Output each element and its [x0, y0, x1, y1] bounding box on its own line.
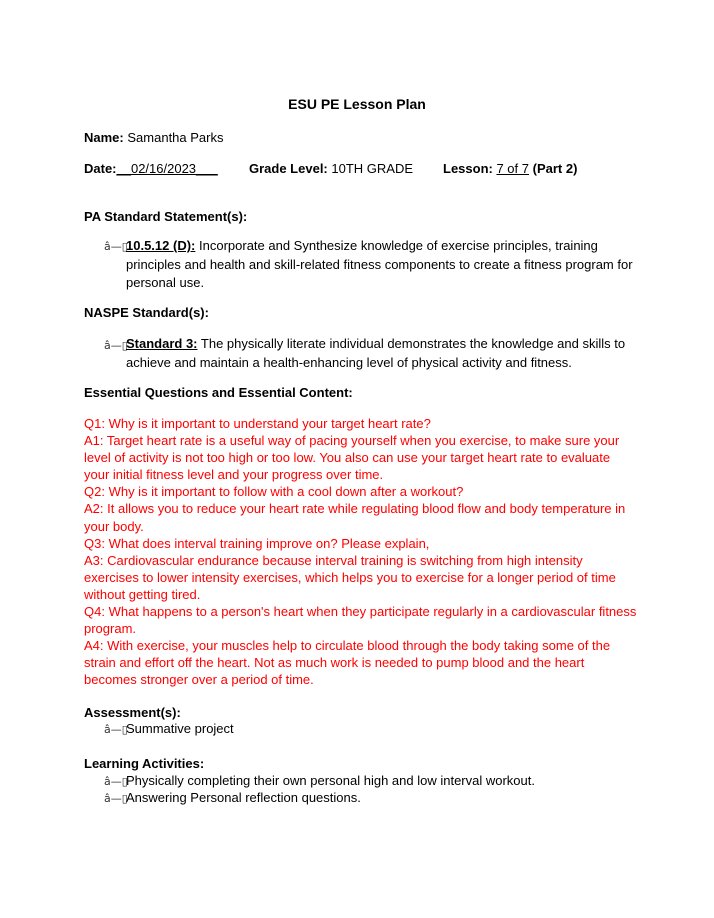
qa-line: A1: Target heart rate is a useful way of pacing yourself when you exercise, to make sure your — [84, 433, 620, 449]
naspe-heading: NASPE Standard(s): — [84, 305, 209, 320]
qa-line: A2: It allows you to reduce your heart rate while regulating blood flow and body temperature in — [84, 501, 626, 517]
lesson-part: (Part 2) — [532, 161, 578, 176]
naspe-code: Standard 3: — [126, 336, 198, 351]
qa-line: A3: Cardiovascular endurance because interval training is switching from high intensity — [84, 552, 583, 568]
lesson-value: 7 of 7 — [496, 161, 529, 176]
assessment-heading: Assessment(s): — [84, 705, 181, 720]
name-value: Samantha Parks — [127, 130, 224, 145]
qa-line: A4: With exercise, your muscles help to circulate blood through the body taking some of the — [84, 638, 611, 654]
naspe-standard-text — [126, 335, 636, 372]
bullet-icon: â—▯ — [104, 723, 128, 736]
bullet-icon: â—▯ — [104, 240, 128, 253]
pa-code: 10.5.12 (D): — [126, 238, 196, 253]
qa-line: your initial fitness level and your progress over time. — [84, 467, 384, 483]
qa-line: without getting tired. — [84, 586, 201, 602]
bullet-icon: â—▯ — [104, 792, 128, 805]
date-label-wrap — [84, 160, 218, 177]
lesson-label: Lesson: — [443, 161, 493, 176]
qa-line: Q2: Why is it important to follow with a cool down after a workout? — [84, 484, 464, 500]
qa-line: strain and effort off the heart. Not as much work is needed to pump blood and the heart — [84, 655, 585, 671]
name-row — [84, 129, 223, 146]
grade-row — [249, 160, 413, 177]
document-title: ESU PE Lesson Plan — [288, 96, 426, 112]
pa-text: Incorporate and Synthesize knowledge of exercise principles, training principles and health and skill-related fitness components to create a fitness program for personal use. — [126, 238, 633, 290]
pa-heading: PA Standard Statement(s): — [84, 209, 248, 224]
pa-standard-text — [126, 237, 636, 293]
qa-line: becomes stronger over a period of time. — [84, 672, 314, 688]
learning-item: Physically completing their own personal high and low interval workout. — [126, 773, 535, 788]
qa-line: Q1: Why is it important to understand your target heart rate? — [84, 416, 431, 431]
learning-item: Answering Personal reflection questions. — [126, 790, 361, 805]
grade-label: Grade Level: — [249, 161, 328, 176]
qa-line: Q3: What does interval training improve on? Please explain, — [84, 535, 430, 551]
naspe-text: The physically literate individual demonstrates the knowledge and skills to achieve and maintain a health-enhancing level of physical activity and fitness. — [126, 336, 626, 370]
qa-line: exercises to lower intensity exercises, which helps you to exercise for a longer period of time — [84, 569, 616, 585]
bullet-icon: â—▯ — [104, 775, 128, 788]
qa-line: your body. — [84, 518, 144, 534]
assessment-item: Summative project — [126, 721, 234, 736]
qa-line: level of activity is not too high or too low. You also can use your target heart rate to evaluate — [84, 450, 611, 466]
name-label: Name: — [84, 130, 124, 145]
grade-value: 10TH GRADE — [331, 161, 414, 176]
essential-heading: Essential Questions and Essential Content: — [84, 385, 353, 400]
qa-line: Q4: What happens to a person's heart when they participate regularly in a cardiovascular fitness — [84, 604, 637, 620]
date-value: __02/16/2023___ — [116, 161, 218, 176]
qa-line: program. — [84, 621, 137, 637]
learning-heading: Learning Activities: — [84, 756, 205, 771]
essential-content — [84, 415, 644, 689]
bullet-icon: â—▯ — [104, 339, 128, 352]
lesson-row — [443, 160, 577, 177]
date-label: Date: — [84, 161, 117, 176]
